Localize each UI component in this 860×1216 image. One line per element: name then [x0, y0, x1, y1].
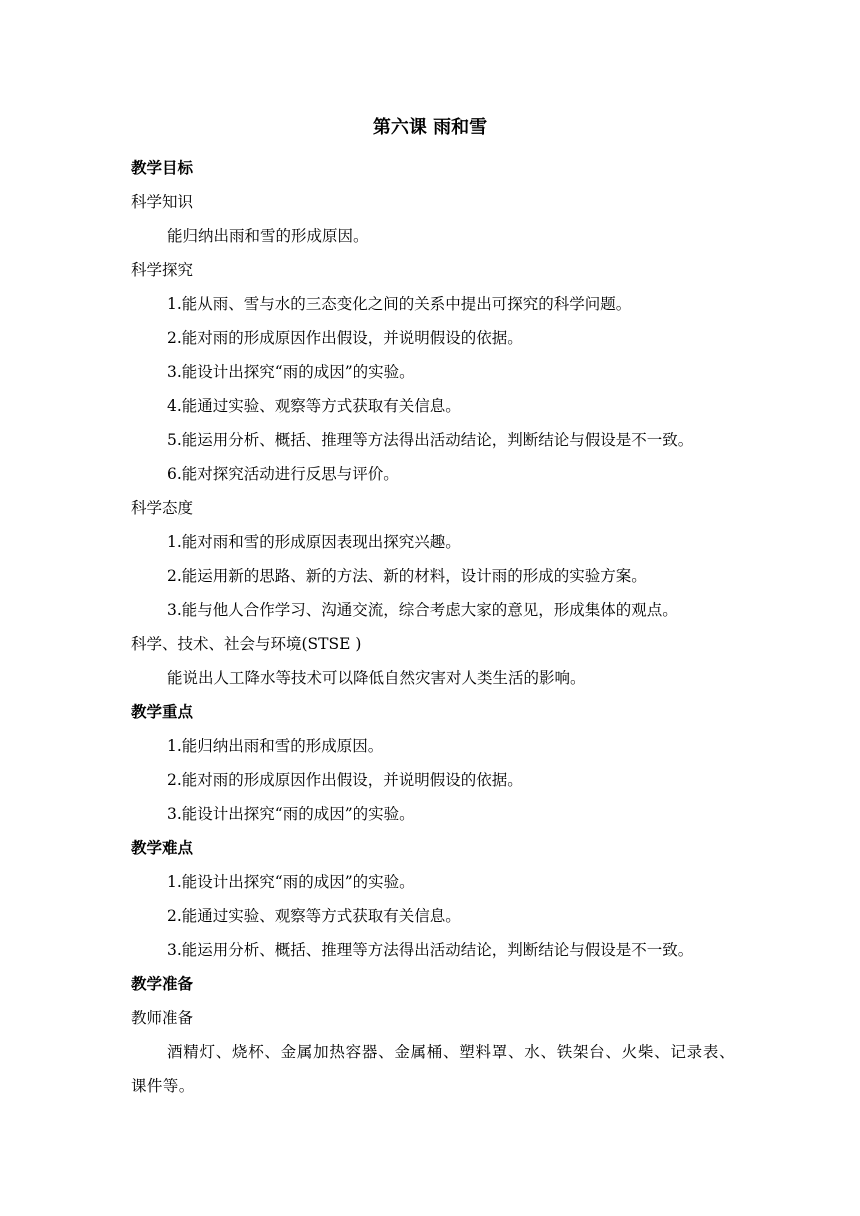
inquiry-item: 6.能对探究活动进行反思与评价。	[167, 465, 399, 483]
key-point-item: 3.能设计出探究“雨的成因”的实验。	[167, 805, 415, 823]
document-body	[131, 151, 735, 1103]
inquiry-item: 1.能从雨、雪与水的三态变化之间的关系中提出可探究的科学问题。	[167, 295, 632, 313]
attitude-item: 3.能与他人合作学习、沟通交流，综合考虑大家的意见，形成集体的观点。	[167, 601, 678, 619]
inquiry-item: 3.能设计出探究“雨的成因”的实验。	[167, 363, 415, 381]
stse-label: 科学、技术、社会与环境(STSE )	[131, 635, 362, 653]
inquiry-label: 科学探究	[131, 261, 194, 279]
key-point-item: 2.能对雨的形成原因作出假设，并说明假设的依据。	[167, 771, 523, 789]
difficulty-item: 3.能运用分析、概括、推理等方法得出活动结论，判断结论与假设是不一致。	[167, 941, 694, 959]
inquiry-item: 5.能运用分析、概括、推理等方法得出活动结论，判断结论与假设是不一致。	[167, 431, 694, 449]
inquiry-item: 2.能对雨的形成原因作出假设，并说明假设的依据。	[167, 329, 523, 347]
key-point-item: 1.能归纳出雨和雪的形成原因。	[167, 737, 384, 755]
key-points-heading: 教学重点	[131, 702, 194, 721]
attitude-item: 2.能运用新的思路、新的方法、新的材料，设计雨的形成的实验方案。	[167, 567, 647, 585]
teacher-prep-text: 酒精灯、烧杯、金属加热容器、金属桶、塑料罩、水、铁架台、火柴、记录表、课件等。	[131, 1043, 735, 1095]
difficulties-heading: 教学难点	[131, 838, 194, 857]
inquiry-item: 4.能通过实验、观察等方式获取有关信息。	[167, 397, 461, 415]
attitude-label: 科学态度	[131, 499, 194, 517]
knowledge-item: 能归纳出雨和雪的形成原因。	[167, 227, 369, 245]
stse-item: 能说出人工降水等技术可以降低自然灾害对人类生活的影响。	[167, 669, 586, 687]
attitude-item: 1.能对雨和雪的形成原因表现出探究兴趣。	[167, 533, 461, 551]
teacher-prep-label: 教师准备	[131, 1009, 194, 1027]
objectives-heading: 教学目标	[131, 158, 194, 177]
difficulty-item: 1.能设计出探究“雨的成因”的实验。	[167, 873, 415, 891]
knowledge-label: 科学知识	[131, 193, 194, 211]
preparation-heading: 教学准备	[131, 974, 194, 993]
lesson-title: 第六课 雨和雪	[372, 117, 488, 138]
difficulty-item: 2.能通过实验、观察等方式获取有关信息。	[167, 907, 461, 925]
